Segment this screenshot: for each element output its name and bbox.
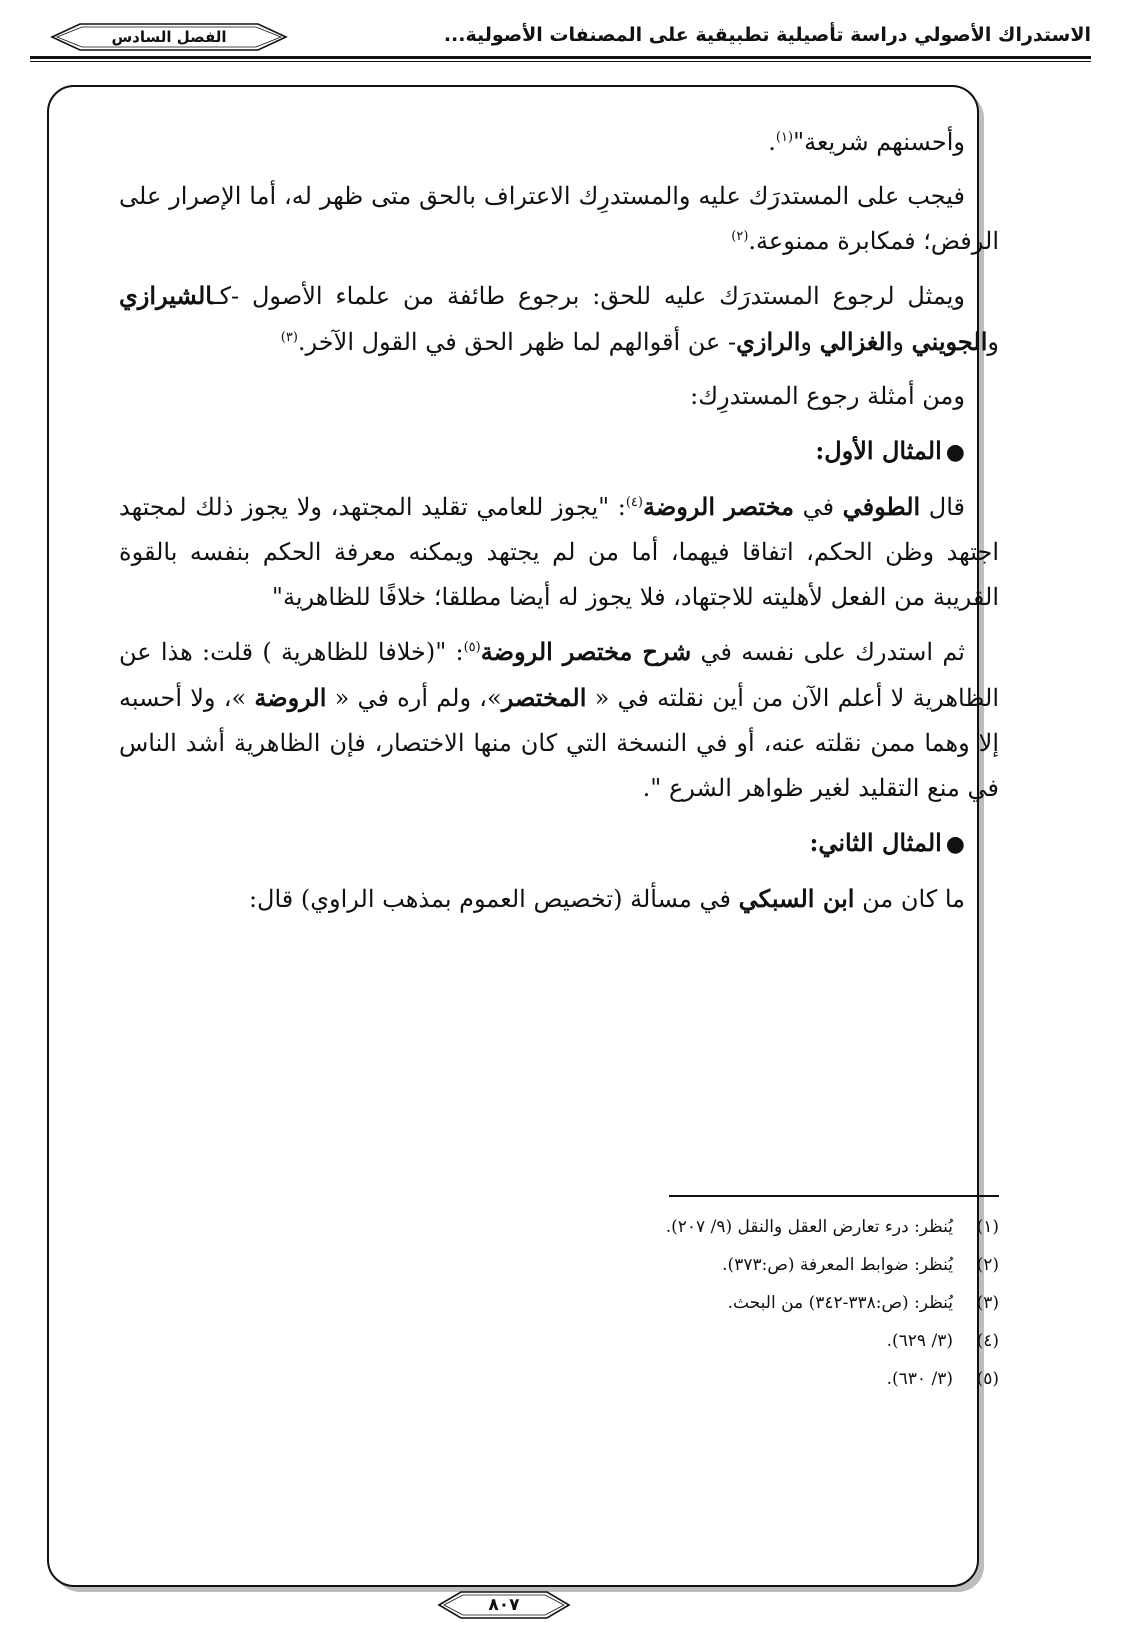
footnote-text: يُنظر: ضوابط المعرفة (ص:٣٧٣).: [722, 1255, 953, 1275]
paragraph-1-end: .: [768, 128, 776, 156]
running-title: الاستدراك الأصولي دراسة تأصيلية تطبيقية على المصنفات الأصولية...: [443, 24, 1091, 46]
footnotes: [159, 1208, 999, 1398]
footnote-number: (٤): [976, 1331, 999, 1351]
paragraph-3-text: و: [987, 328, 999, 356]
paragraph-1: [119, 120, 999, 165]
footnote-item: [159, 1246, 999, 1284]
footnote-item: [159, 1284, 999, 1322]
book-title: المختصر: [501, 683, 587, 712]
footnote-text: يُنظر: درء تعارض العقل والنقل (٩/ ٢٠٧).: [665, 1217, 953, 1237]
paragraph-6: [119, 629, 999, 811]
footnote-ref-2: (٢): [731, 229, 749, 244]
bullet-icon: ●: [945, 831, 965, 857]
footnote-ref-3: (٣): [280, 330, 298, 345]
paragraph-4: ومن أمثلة رجوع المستدرِك:: [690, 382, 965, 410]
paragraph-6-text: »، ولا أحسبه إلا وهما ممن نقلته عنه، أو في النسخة التي كان منها الاختصار، فإن الظاهرية أشد الناس في منع التقليد لغير ظواهر الشرع ".: [119, 684, 999, 802]
footnote-separator: [669, 1195, 999, 1197]
footnote-item: [159, 1208, 999, 1246]
book-title: شرح مختصر الروضة: [480, 637, 692, 666]
paragraph-3-text: و: [800, 328, 820, 356]
example-1-heading: [119, 428, 999, 475]
paragraph-7: [119, 876, 999, 922]
book-title: الروضة: [254, 683, 327, 712]
footnote-number: (٣): [976, 1293, 999, 1313]
paragraph-3-text: و: [892, 328, 912, 356]
scholar-name: الرازي: [736, 327, 801, 356]
footnote-text: (٣/ ٦٣٠).: [886, 1369, 953, 1389]
paragraph-6-text: : "(خلافا للظاهرية ) قلت: هذا عن الظاهرية لا أعلم الآن من أين نقلته في «: [119, 638, 999, 712]
scholar-name: الطوفي: [842, 492, 921, 521]
scholar-name: الشيرازي: [119, 281, 213, 310]
footnote-ref-1: (١): [775, 130, 794, 145]
bullet-icon: ●: [945, 439, 965, 465]
paragraph-3-text: ويمثل لرجوع المستدرَك عليه للحق: برجوع طائفة من علماء الأصول -كـ: [212, 282, 965, 310]
footnote-item: [159, 1322, 999, 1360]
paragraph-5-text: قال: [920, 493, 965, 521]
example-2-heading: [119, 820, 999, 867]
chapter-label: الفصل السادس: [111, 28, 227, 46]
footnote-ref-4: (٤): [625, 495, 643, 510]
scholar-name: ابن السبكي: [738, 884, 855, 913]
footnote-item: [159, 1360, 999, 1398]
example-1-label: المثال الأول:: [815, 436, 942, 465]
footnote-number: (١): [976, 1217, 999, 1237]
page-number: ٨٠٧: [488, 1595, 520, 1615]
paragraph-5-text: في: [793, 493, 843, 521]
paragraph-5: [119, 484, 999, 620]
paragraph-7-text: ما كان من: [854, 885, 965, 913]
scholar-name: الغزالي: [819, 327, 893, 356]
example-2-label: المثال الثاني:: [809, 828, 942, 857]
book-title: مختصر الروضة: [642, 492, 794, 521]
paragraph-2-text: فيجب على المستدرَك عليه والمستدرِك الاعتراف بالحق متى ظهر له، أما الإصرار على الرفض؛ فمكابرة ممنوعة.: [119, 182, 999, 255]
paragraph-3-text: - عن أقوالهم لما ظهر الحق في القول الآخر.: [297, 328, 737, 356]
footnote-number: (٢): [976, 1255, 999, 1275]
paragraph-2: [119, 174, 999, 264]
scholar-name: الجويني: [911, 327, 988, 356]
paragraph-6-text: »، ولم أره في «: [326, 684, 502, 712]
paragraph-6-text: ثم استدرك على نفسه في: [691, 638, 965, 666]
page-number-tab: [437, 1590, 571, 1624]
paragraph-7-text: في مسألة (تخصيص العموم بمذهب الراوي) قال:: [248, 885, 739, 913]
paragraph-3: [119, 273, 999, 365]
paragraph-5-text: : "يجوز للعامي تقليد المجتهد، ولا يجوز ذلك لمجتهد اجتهد وظن الحكم، اتفاقا فيهما، أما من لم يجتهد ويمكنه معرفة الحكم بنفسه بالقوة القريبة من الفعل لأهليته للاجتهاد، فلا يجوز له أيضا مطلقا؛ خلافًا للظاهرية": [119, 493, 999, 611]
main-text: [119, 120, 999, 931]
footnote-ref-5: (٥): [463, 640, 481, 655]
footnote-text: يُنظر: (ص:٣٣٨-٣٤٢) من البحث.: [727, 1293, 953, 1313]
footnote-text: (٣/ ٦٢٩).: [886, 1331, 953, 1351]
paragraph-1-text: وأحسنهم شريعة": [793, 128, 965, 156]
footnote-number: (٥): [976, 1369, 999, 1389]
